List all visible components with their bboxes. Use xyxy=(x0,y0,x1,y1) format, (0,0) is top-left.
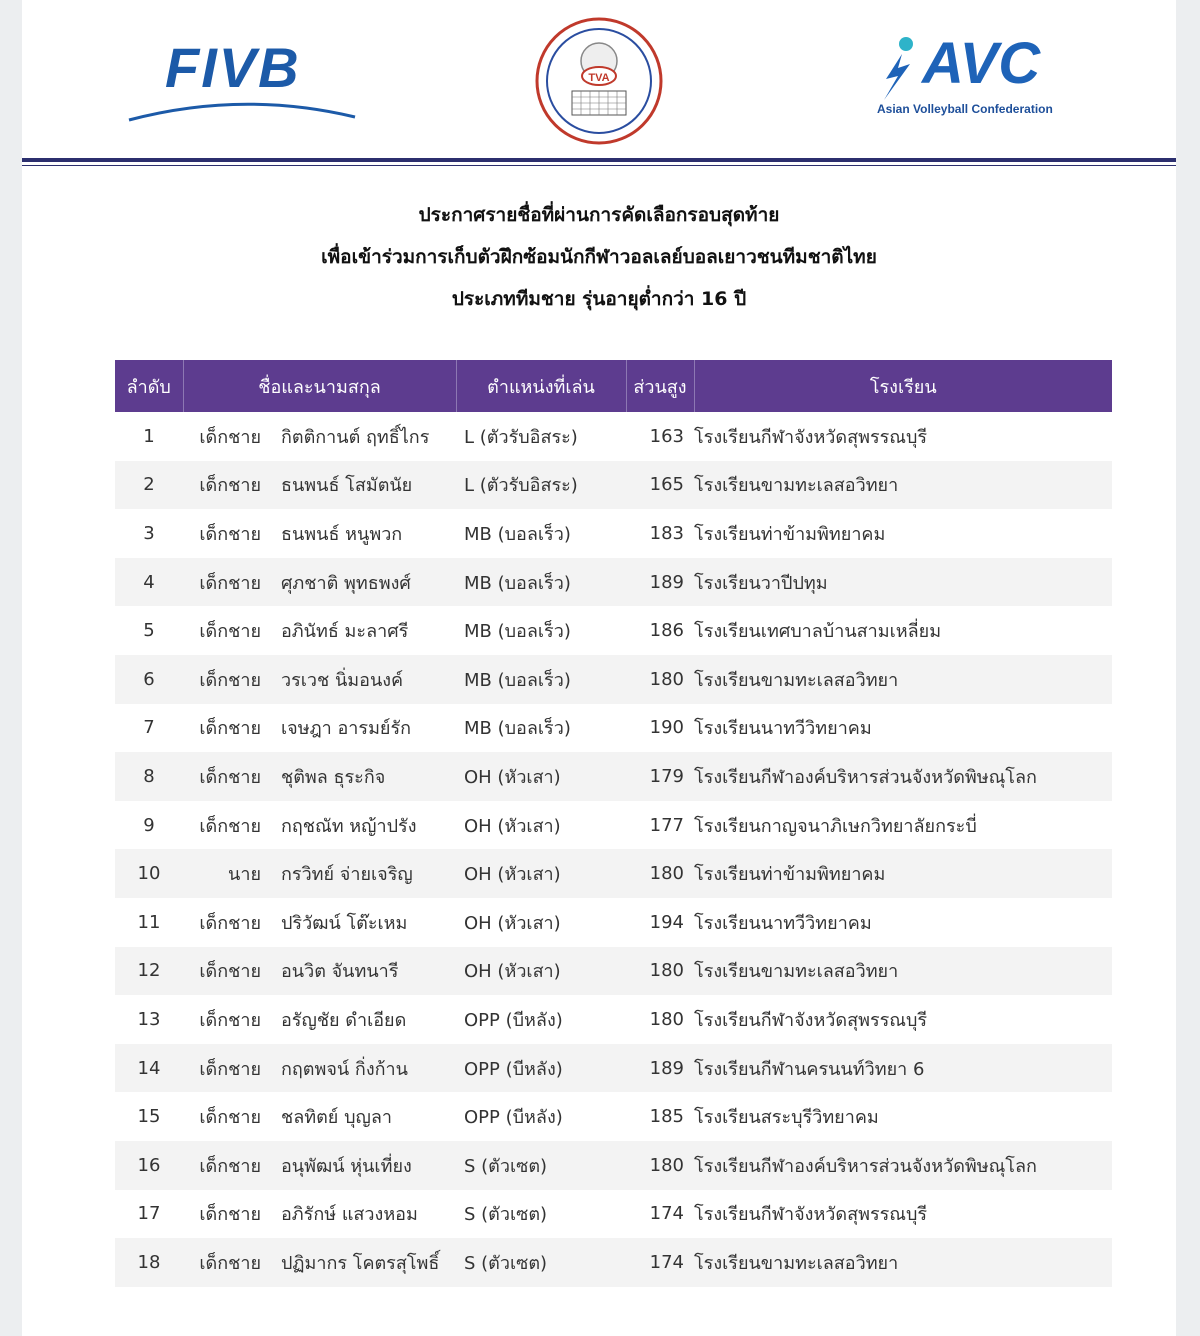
row-title: เด็กชาย xyxy=(199,523,261,545)
row-name: ปฏิมากร โคตรสุโพธิ์ xyxy=(279,1238,456,1287)
row-position: MB (บอลเร็ว) xyxy=(464,621,571,643)
row-position: L (ตัวรับอิสระ) xyxy=(456,461,626,510)
row-school: โรงเรียนขามทะเลสอวิทยา xyxy=(694,461,1112,510)
row-position: MB (บอลเร็ว) xyxy=(456,655,626,704)
row-school: โรงเรียนขามทะเลสอวิทยา xyxy=(694,655,1112,704)
row-school: โรงเรียนท่าข้ามพิทยาคม xyxy=(694,849,1112,898)
row-position: OPP (บีหลัง) xyxy=(456,1044,626,1093)
row-number: 1 xyxy=(143,425,155,447)
row-height: 180 xyxy=(649,1008,684,1030)
row-title: เด็กชาย xyxy=(183,947,279,996)
row-height: 194 xyxy=(649,911,684,933)
row-name: กรวิทย์ จ่ายเจริญ xyxy=(279,849,456,898)
row-position: OH (หัวเสา) xyxy=(456,849,626,898)
row-name: ปริวัฒน์ โต๊ะเหม xyxy=(281,912,408,934)
row-name: อภินัทธ์ มะลาศรี xyxy=(281,621,409,643)
row-height: 186 xyxy=(649,620,684,642)
row-title: เด็กชาย xyxy=(199,815,261,837)
row-title: เด็กชาย xyxy=(199,1009,261,1031)
row-school: โรงเรียนขามทะเลสอวิทยา xyxy=(694,947,1112,996)
row-name: ชุติพล ธุระกิจ xyxy=(279,752,456,801)
row-number: 10 xyxy=(115,849,183,898)
row-height: 180 xyxy=(626,655,694,704)
row-school: โรงเรียนกาญจนาภิเษกวิทยาลัยกระบี่ xyxy=(694,815,977,837)
row-position: S (ตัวเซต) xyxy=(456,1238,626,1287)
row-school: โรงเรียนกีฬาจังหวัดสุพรรณบุรี xyxy=(694,1204,928,1226)
row-title: เด็กชาย xyxy=(183,1141,279,1190)
row-name: อนุพัฒน์ หุ่นเที่ยง xyxy=(279,1141,456,1190)
table-row xyxy=(115,509,1112,558)
row-position: MB (บอลเร็ว) xyxy=(464,523,571,545)
row-name: อนวิต จันทนารี xyxy=(279,947,456,996)
header-no: ลำดับ xyxy=(115,360,183,412)
row-title: เด็กชาย xyxy=(199,621,261,643)
row-school: โรงเรียนกีฬาจังหวัดสุพรรณบุรี xyxy=(694,426,928,448)
header-divider-thin xyxy=(22,165,1176,166)
table-row xyxy=(115,1190,1112,1239)
row-height: 177 xyxy=(649,814,684,836)
row-number: 7 xyxy=(143,717,155,739)
row-school: โรงเรียนท่าข้ามพิทยาคม xyxy=(694,523,886,545)
row-height: 180 xyxy=(626,849,694,898)
row-number: 5 xyxy=(143,620,155,642)
title-line-2: เพื่อเข้าร่วมการเก็บตัวฝึกซ้อมนักกีฬาวอลเลย์บอลเยาวชนทีมชาติไทย xyxy=(321,246,877,268)
row-school: โรงเรียนกีฬาองค์บริหารส่วนจังหวัดพิษณุโลก xyxy=(694,752,1112,801)
row-height: 180 xyxy=(626,947,694,996)
row-position: OH (หัวเสา) xyxy=(464,815,561,837)
row-position: MB (บอลเร็ว) xyxy=(456,558,626,607)
row-title: เด็กชาย xyxy=(199,718,261,740)
tva-seal-logo xyxy=(534,16,664,146)
row-number: 11 xyxy=(137,911,161,933)
table-row xyxy=(115,412,1112,461)
row-school: โรงเรียนเทศบาลบ้านสามเหลี่ยม xyxy=(694,621,942,643)
row-number: 13 xyxy=(137,1008,161,1030)
table-header-row xyxy=(115,360,1112,412)
row-school: โรงเรียนนาทวีวิทยาคม xyxy=(694,718,872,740)
row-title: เด็กชาย xyxy=(199,1107,261,1129)
row-school: โรงเรียนกีฬาจังหวัดสุพรรณบุรี xyxy=(694,1009,928,1031)
row-title: เด็กชาย xyxy=(183,461,279,510)
row-number: 9 xyxy=(143,814,155,836)
table-row xyxy=(115,898,1112,947)
row-number: 6 xyxy=(115,655,183,704)
row-name: อภิรักษ์ แสวงหอม xyxy=(281,1204,418,1226)
row-name: เจษฎา อารมย์รัก xyxy=(281,718,412,740)
row-number: 12 xyxy=(115,947,183,996)
header-position: ตำแหน่งที่เล่น xyxy=(456,360,626,412)
table-row xyxy=(115,995,1112,1044)
row-title: เด็กชาย xyxy=(183,752,279,801)
row-title: เด็กชาย xyxy=(183,1238,279,1287)
row-title: นาย xyxy=(183,849,279,898)
row-position: S (ตัวเซต) xyxy=(456,1141,626,1190)
header-height: ส่วนสูง xyxy=(626,360,694,412)
row-number: 14 xyxy=(115,1044,183,1093)
announcement-titles xyxy=(22,198,1176,324)
table-row xyxy=(115,606,1112,655)
row-number: 8 xyxy=(115,752,183,801)
row-name: ธนพนธ์ โสมัตนัย xyxy=(279,461,456,510)
title-line-3: ประเภททีมชาย รุ่นอายุต่ำกว่า 16 ปี xyxy=(451,288,747,310)
table-row xyxy=(115,947,1112,996)
row-height: 179 xyxy=(626,752,694,801)
table-row xyxy=(115,1141,1112,1190)
table-row xyxy=(115,752,1112,801)
table-row xyxy=(115,801,1112,850)
row-height: 174 xyxy=(649,1203,684,1225)
row-number: 4 xyxy=(115,558,183,607)
row-name: วรเวช นิ่มอนงค์ xyxy=(279,655,456,704)
roster-table xyxy=(115,360,1112,1287)
row-title: เด็กชาย xyxy=(199,1204,261,1226)
row-position: MB (บอลเร็ว) xyxy=(464,718,571,740)
table-row xyxy=(115,461,1112,510)
row-title: เด็กชาย xyxy=(183,1044,279,1093)
row-name: กิตติกานต์ ฤทธิ์ไกร xyxy=(281,426,430,448)
fivb-logo: FIVB xyxy=(127,35,357,130)
row-position: OPP (บีหลัง) xyxy=(464,1107,563,1129)
row-school: โรงเรียนนาทวีวิทยาคม xyxy=(694,912,872,934)
row-number: 3 xyxy=(143,522,155,544)
tva-seal-text: TVA xyxy=(588,72,610,84)
row-number: 17 xyxy=(137,1203,161,1225)
row-name: ธนพนธ์ หนูพวก xyxy=(281,523,403,545)
row-height: 163 xyxy=(649,425,684,447)
row-name: กฤตพจน์ กิ่งก้าน xyxy=(279,1044,456,1093)
row-number: 16 xyxy=(115,1141,183,1190)
table-row xyxy=(115,849,1112,898)
row-title: เด็กชาย xyxy=(183,655,279,704)
row-position: S (ตัวเซต) xyxy=(464,1204,548,1226)
row-title: เด็กชาย xyxy=(183,558,279,607)
row-number: 2 xyxy=(115,461,183,510)
row-school: โรงเรียนสระบุรีวิทยาคม xyxy=(694,1107,879,1129)
row-name: อรัญชัย ดำเอียด xyxy=(281,1009,407,1031)
header-school: โรงเรียน xyxy=(694,360,1112,412)
table-row xyxy=(115,1238,1112,1287)
table-row xyxy=(115,704,1112,753)
table-row xyxy=(115,655,1112,704)
table-row xyxy=(115,1092,1112,1141)
table-row xyxy=(115,558,1112,607)
row-school: โรงเรียนกีฬาองค์บริหารส่วนจังหวัดพิษณุโลก xyxy=(694,1141,1112,1190)
row-height: 165 xyxy=(626,461,694,510)
row-height: 185 xyxy=(649,1106,684,1128)
row-number: 15 xyxy=(137,1106,161,1128)
row-number: 18 xyxy=(115,1238,183,1287)
document-page xyxy=(22,0,1176,1336)
title-line-1: ประกาศรายชื่อที่ผ่านการคัดเลือกรอบสุดท้าย xyxy=(418,204,780,226)
table-row xyxy=(115,1044,1112,1093)
row-height: 189 xyxy=(626,1044,694,1093)
row-name: ศุภชาติ พุทธพงศ์ xyxy=(279,558,456,607)
row-height: 180 xyxy=(626,1141,694,1190)
row-height: 189 xyxy=(626,558,694,607)
row-title: เด็กชาย xyxy=(199,426,261,448)
row-name: ชลทิตย์ บุญลา xyxy=(281,1107,392,1129)
row-school: โรงเรียนขามทะเลสอวิทยา xyxy=(694,1238,1112,1287)
header-name: ชื่อและนามสกุล xyxy=(183,360,456,412)
row-height: 183 xyxy=(649,522,684,544)
row-position: OH (หัวเสา) xyxy=(456,752,626,801)
row-position: OH (หัวเสา) xyxy=(456,947,626,996)
row-height: 174 xyxy=(626,1238,694,1287)
avc-logo: AVC Asian Volleyball Confederation xyxy=(877,31,1053,116)
row-title: เด็กชาย xyxy=(199,912,261,934)
row-position: L (ตัวรับอิสระ) xyxy=(464,426,578,448)
row-height: 190 xyxy=(649,717,684,739)
header-divider xyxy=(22,158,1176,162)
row-position: OH (หัวเสา) xyxy=(464,912,561,934)
row-name: กฤชณัท หญ้าปรัง xyxy=(281,815,417,837)
logo-header xyxy=(22,0,1176,160)
row-position: OPP (บีหลัง) xyxy=(464,1009,563,1031)
row-school: โรงเรียนกีฬานครนนท์วิทยา 6 xyxy=(694,1044,1112,1093)
row-school: โรงเรียนวาปีปทุม xyxy=(694,558,1112,607)
